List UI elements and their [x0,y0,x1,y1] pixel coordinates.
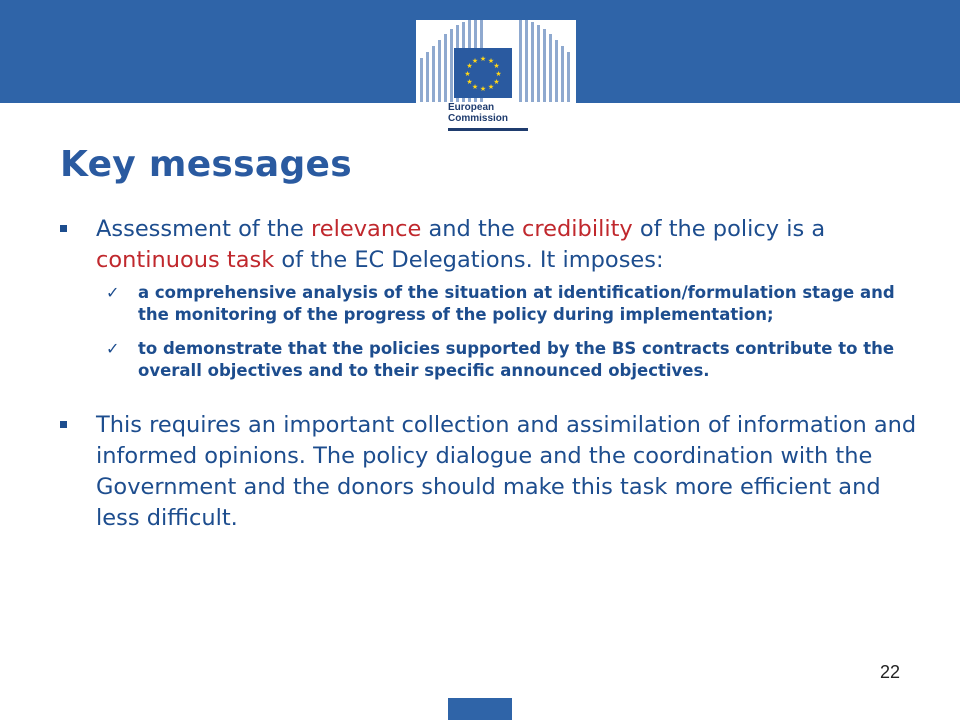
european-commission-logo [416,20,576,132]
svg-text:★: ★ [466,78,473,86]
bullet-text: This requires an important collection and assimilation of information and informed opinions. The policy dialogue and the coordination with the Government and the donors should make this task more efficient and less difficult. [96,412,917,531]
checkmark-icon: ✓ [106,283,120,302]
bullet-item-assessment [60,214,920,276]
bullet-list [60,214,920,534]
svg-text:★: ★ [479,55,487,63]
logo-text [448,102,568,124]
highlight-continuous-task: continuous task [96,247,275,273]
highlight-credibility: credibility [522,216,633,242]
svg-text:★: ★ [493,78,500,86]
svg-text:★: ★ [487,57,495,65]
svg-text:★: ★ [464,70,471,78]
highlight-relevance: relevance [311,216,422,242]
page-number: 22 [880,662,901,682]
slide-title: Key messages [60,144,352,185]
sub-bullet-text: to demonstrate that the policies supported by the BS contracts contribute to the overall objectives and to their specific announced objectives. [138,339,895,380]
svg-text:★: ★ [495,70,502,78]
logo-line-1: European [448,102,495,113]
eu-flag-icon [454,48,512,98]
bullet-text: and the [421,216,523,242]
svg-text:★: ★ [479,85,487,93]
sub-bullet-list [60,282,920,382]
svg-text:★: ★ [487,83,495,91]
square-bullet-icon [60,421,67,428]
sub-bullet-text: a comprehensive analysis of the situation at identification/formulation stage and the monitoring of the progress of the policy during implementation; [138,283,895,324]
svg-text:★: ★ [493,62,500,70]
square-bullet-icon [60,225,67,232]
svg-text:★: ★ [466,62,473,70]
bullet-text: Assessment of the [96,216,312,242]
bullet-text: of the policy is a [632,216,826,242]
svg-text:★: ★ [471,57,479,65]
sub-bullet-item [96,338,920,382]
logo-line-2: Commission [448,113,509,124]
bullet-item-requirement [60,410,920,534]
footer-block [448,698,512,720]
bullet-text: of the EC Delegations. It imposes: [274,247,664,273]
sub-bullet-item [96,282,920,326]
logo-underline [448,128,528,131]
svg-text:★: ★ [471,83,479,91]
checkmark-icon: ✓ [106,339,120,358]
